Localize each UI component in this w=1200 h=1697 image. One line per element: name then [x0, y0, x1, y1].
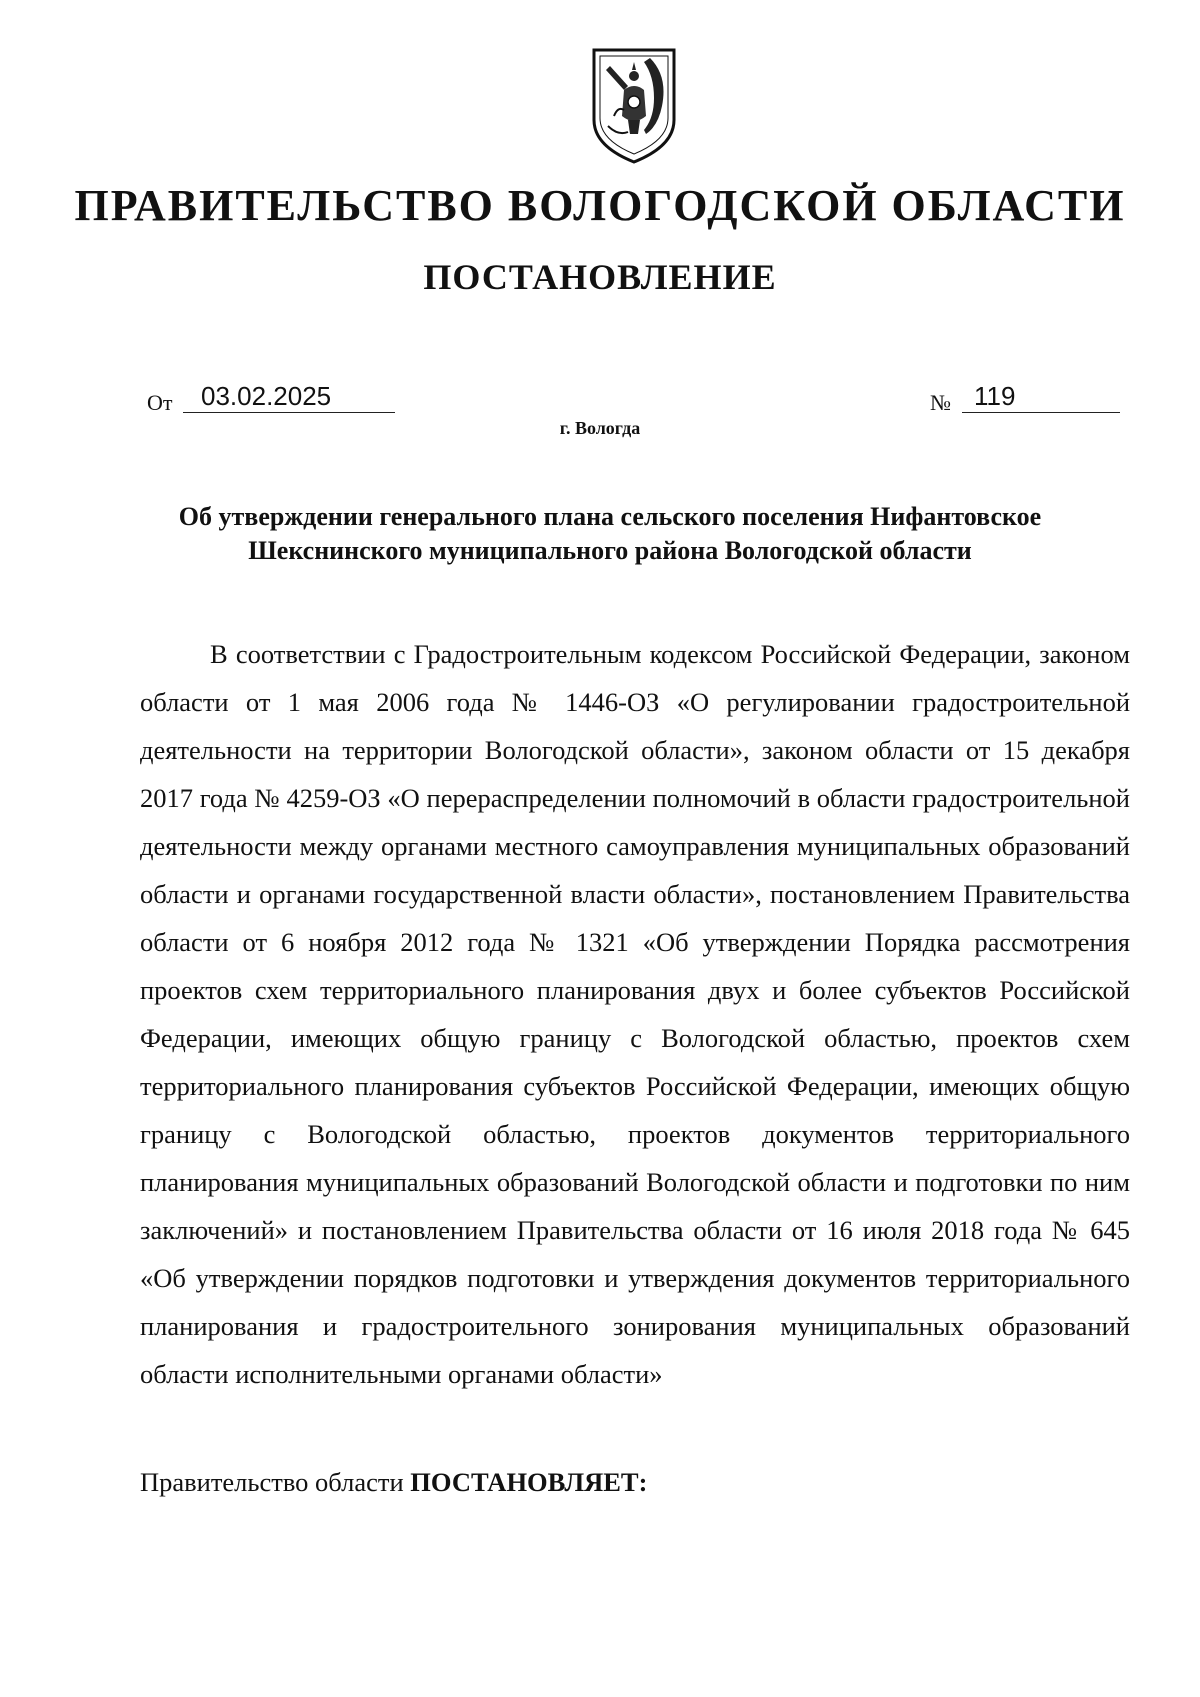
number-prefix: № — [930, 390, 951, 415]
document-number: 119 — [962, 380, 1120, 413]
date-prefix: От — [147, 390, 173, 415]
document-date: 03.02.2025 — [183, 380, 395, 413]
preamble-paragraph: В соответствии с Градостроительным кодексом Российской Федерации, законом области от 1 мая 2006 года № 1446-ОЗ «О регулировании градостроительной деятельности на территории Вологодской области», законом области от 15 декабря 2017 года № 4259-ОЗ «О перераспределении полномочий в области градостроительной деятельности между органами местного самоуправления муниципальных образований области и органами государственной власти области», постановлением Правительства области от 6 ноября 2012 года № 1321 «Об утверждении Порядка рассмотрения проектов схем территориального планирования двух и более субъектов Российской Федерации, имеющих общую границу с Вологодской областью, проектов схем территориального планирования субъектов Российской Федерации, имеющих общую границу с Вологодской областью, проектов документов территориального планирования муниципальных образований Вологодской области и подготовки по ним заключений» и постановлением Правительства области от 16 июля 2018 года № 645 «Об утверждении порядков подготовки и утверждения документов территориального планирования и градостроительного зонирования муниципальных образований области исполнительными органами области» — [140, 639, 1130, 1389]
coat-of-arms-icon — [588, 46, 680, 166]
city-label: г. Вологда — [559, 418, 641, 438]
resolve-prefix: Правительство области — [140, 1467, 404, 1497]
resolve-word: ПОСТАНОВЛЯЕТ: — [410, 1467, 648, 1497]
document-type-heading: ПОСТАНОВЛЕНИЕ — [423, 257, 777, 297]
organization-title: ПРАВИТЕЛЬСТВО ВОЛОГОДСКОЙ ОБЛАСТИ — [74, 181, 1126, 230]
resolve-line — [140, 1458, 647, 1506]
document-subject: Об утверждении генерального плана сельского поселения Нифантовское Шекснинского муниципального района Вологодской области — [178, 502, 1042, 565]
